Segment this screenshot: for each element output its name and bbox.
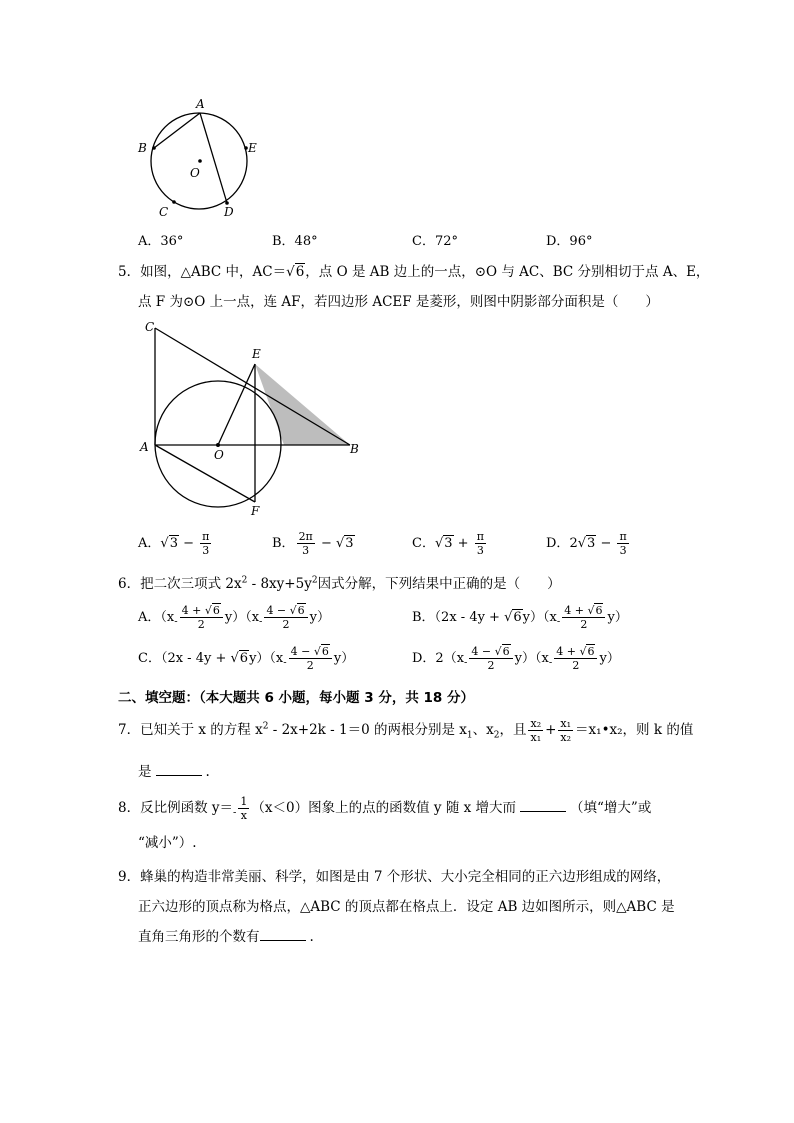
q8-line1: 8．反比例函数 $y=_-$ $\frac{1}{x}$ （x＜0）图象上的点的函数值 y 随 x 增大而 （填“增大”或: [118, 795, 652, 822]
q4-label-c: C: [159, 205, 169, 219]
q8-line2: “减小”）.: [138, 835, 197, 851]
q4-point-c: [172, 200, 176, 204]
q4-option-c: C．72°: [412, 234, 458, 249]
q4-option-a: A．36°: [138, 234, 184, 249]
q7-line1: 7．已知关于 x 的方程 $x^2 - 2x+2k - 1=0$ 的两根分别是 $x_1$、$x_2$，且 $\frac{\text{x₂}}{\text{x₁}}$ + $\frac{\text{x₁}}{\text{x₂}}$ ＝x₁•x₂，则 k 的值: [118, 717, 694, 744]
q4-point-o: [198, 159, 202, 163]
q9-line3: 直角三角形的个数有 .: [138, 929, 314, 945]
q5-label-o: O: [214, 448, 224, 462]
q5-option-a: A．√3 − $\frac{\pi}{3}$: [138, 530, 210, 557]
q5-label-c: C: [145, 320, 155, 334]
q6-stem: 6．把二次三项式 $2x^2 - 8xy+5y^2$因式分解，下列结果中正确的是（ ）: [118, 575, 561, 592]
q5-side-cb: [155, 328, 350, 445]
q6-option-d: D．$2(x_-$ $\frac{4 - √6}{2}$ $y)(x_-$ $\frac{4 + √6}{2}$ y）: [412, 645, 620, 672]
q9-line1: 9．蜂巢的构造非常美丽、科学，如图是由 7 个形状、大小完全相同的正六边形组成的网络，: [118, 869, 671, 885]
q5-option-b: B． $\frac{2\pi}{3}$ − √3: [272, 530, 354, 557]
q5-option-c: C．√3 + $\frac{\pi}{3}$: [412, 530, 484, 557]
q4-circle-figure: [130, 95, 270, 225]
q6-option-c: C．$(2x - 4y + √6y)(x_-$ $\frac{4 - √6}{2}$ y）: [138, 645, 355, 672]
q5-stem-line2: 点 F 为⊙O 上一点，连 AF，若四边形 ACEF 是菱形，则图中阴影部分面积是（ ）: [138, 294, 659, 310]
q6-option-a: A．（$x_-$ $\frac{4 + √6}{2}$ $y)(x_-$ $\frac{4 - √6}{2}$ y）: [138, 604, 331, 631]
q5-label-e: E: [252, 347, 261, 361]
q5-label-a: A: [140, 440, 149, 454]
q5-point-o: [216, 443, 220, 447]
q5-figure: [138, 318, 370, 520]
q4-option-b: B．48°: [272, 234, 318, 249]
q4-chord-ad: [200, 113, 227, 203]
q7-answer-blank[interactable]: [156, 765, 202, 776]
q4-label-o: O: [190, 166, 200, 180]
q4-label-a: A: [196, 97, 205, 111]
q9-answer-blank[interactable]: [260, 930, 306, 941]
section-header-fill-blank: 二、填空题：（本大题共 6 小题，每小题 3 分，共 18 分）: [118, 690, 475, 706]
q5-option-d: D．2√3 − $\frac{\pi}{3}$: [546, 530, 627, 557]
q5-shaded-region: [255, 364, 350, 445]
q7-line2: 是 .: [138, 764, 210, 780]
q6-option-b: B．$(2x - 4y + √6y)(x_-$ $\frac{4 + √6}{2}$ y）: [412, 604, 628, 631]
q8-answer-blank[interactable]: [520, 801, 566, 812]
q5-stem-line1: 5．如图，△ABC 中，AC＝√6，点 O 是 AB 边上的一点，⊙O 与 AC、BC 分别相切于点 A、E，: [118, 264, 710, 280]
q4-point-b: [152, 146, 156, 150]
q4-label-d: D: [224, 205, 234, 219]
q5-label-f: F: [251, 504, 260, 518]
q5-label-b: B: [350, 442, 359, 456]
q4-label-e: E: [248, 141, 257, 155]
q4-option-d: D．96°: [546, 234, 593, 249]
q9-line2: 正六边形的顶点称为格点，△ABC 的顶点都在格点上．设定 AB 边如图所示，则△ABC 是: [138, 899, 675, 915]
q4-label-b: B: [138, 141, 147, 155]
q5-segment-af: [155, 445, 255, 502]
q5-sqrt: √6: [286, 264, 305, 280]
